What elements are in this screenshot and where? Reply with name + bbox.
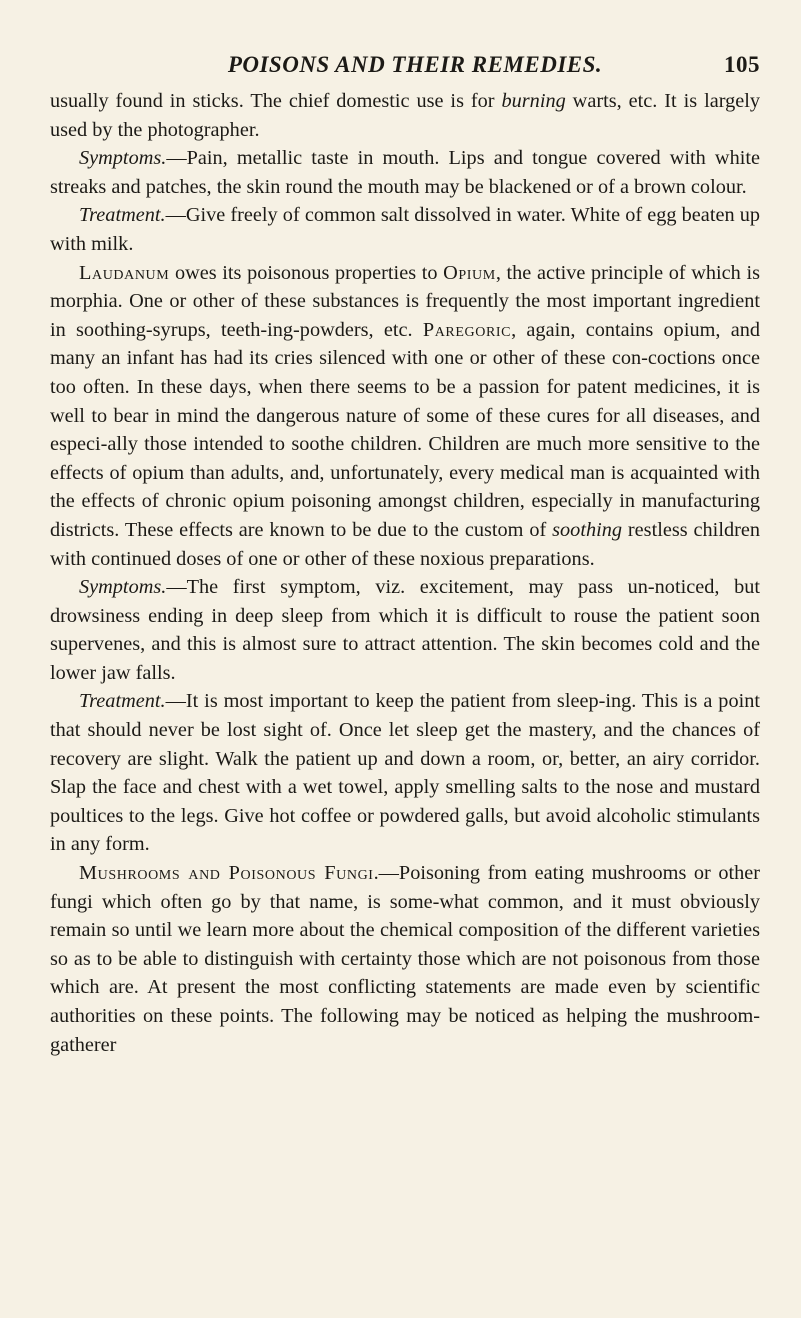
body-text — [50, 87, 760, 1059]
heading-laudanum: Laudanum — [79, 261, 170, 284]
paragraph-text: —The first symptom, viz. excitement, may pass un-noticed, but drowsiness ending in deep sleep from which it is difficult to rouse the patient soon supervenes, and this is almost sure to attract attention. The skin becomes cold and the lower jaw falls. — [50, 576, 760, 684]
paragraph-text: —It is most important to keep the patient from sleep-ing. This is a point that should never be lost sight of. Once let sleep get the mastery, and the chances of recovery are slight. Walk the patient up and down a room, or, better, an airy corridor. Slap the face and chest with a wet towel, apply smelling salts to the nose and mustard poultices to the legs. Give hot coffee or powdered galls, but avoid alcoholic stimulants in any form. — [50, 690, 760, 856]
paragraph-text: —Give freely of common salt dissolved in water. White of egg beaten up with milk. — [50, 204, 760, 255]
paragraph-symptoms-opium — [50, 573, 760, 687]
running-title: POISONS AND THEIR REMEDIES. — [227, 52, 603, 77]
paragraph-symptoms-caustic — [50, 144, 760, 201]
text-run: warts, etc. It is largely used by the photographer. — [50, 90, 761, 141]
paragraph-text: .—Poisoning from eating mushrooms or other fungi which often go by that name, is some-what common, and it must obviously remain so until we learn more about the chemical composition of the different varieties so as to be able to distinguish with certainty those which are not poisonous from those which are. At present the most conflicting statements are made even by scientific authorities on these points. The following may be noticed as helping the mushroom-gatherer — [50, 862, 760, 1056]
paragraph-treatment-opium — [50, 687, 760, 859]
paragraph-caustic-continued — [50, 87, 760, 144]
term-opium: Opium — [443, 261, 496, 284]
section-label-treatment: Treatment. — [79, 690, 166, 713]
term-paregoric: Paregoric — [422, 318, 512, 341]
paragraph-text: —Pain, metallic taste in mouth. Lips and tongue covered with white streaks and patches, the skin round the mouth may be blackened or of a brown colour. — [50, 147, 760, 198]
running-head — [50, 50, 760, 86]
text-run: , the active principle of which is morphia. One or other of these substances is frequently the most important ingredient in soothing-syrups, teeth-ing-powders, etc. — [50, 261, 760, 341]
text-run: owes its poisonous properties to — [169, 261, 444, 284]
section-label-symptoms: Symptoms. — [79, 147, 167, 170]
text-run: , again, contains opium, and many an infant has had its cries silenced with one or other of these con-coctions once too often. In these days, when there seems to be a passion for patent medicines, it is well to bear in mind the dangerous nature of some of these cures for all diseases, and especi-ally those intended to soothe children. Children are much more sensitive to the effects of opium than adults, and, unfortunately, every medical man is acquainted with the effects of chronic opium poisoning amongst children, especially in manufacturing districts. These effects are known to be due to the custom of — [50, 318, 760, 541]
text-run: restless children with continued doses of one or other of these noxious preparations. — [50, 518, 760, 570]
heading-mushrooms: Mushrooms and Poisonous Fungi — [79, 862, 374, 885]
section-label-symptoms: Symptoms. — [79, 576, 167, 599]
text-run: usually found in sticks. The chief domestic use is for — [50, 90, 502, 112]
emphasis-burning: burning — [501, 90, 566, 112]
page-number: 105 — [724, 52, 760, 77]
paragraph-mushrooms — [50, 859, 760, 1059]
paragraph-treatment-caustic — [50, 201, 760, 258]
emphasis-soothing: soothing — [552, 518, 623, 541]
book-page — [50, 50, 760, 1059]
paragraph-laudanum — [50, 259, 760, 574]
section-label-treatment: Treatment. — [79, 204, 166, 227]
